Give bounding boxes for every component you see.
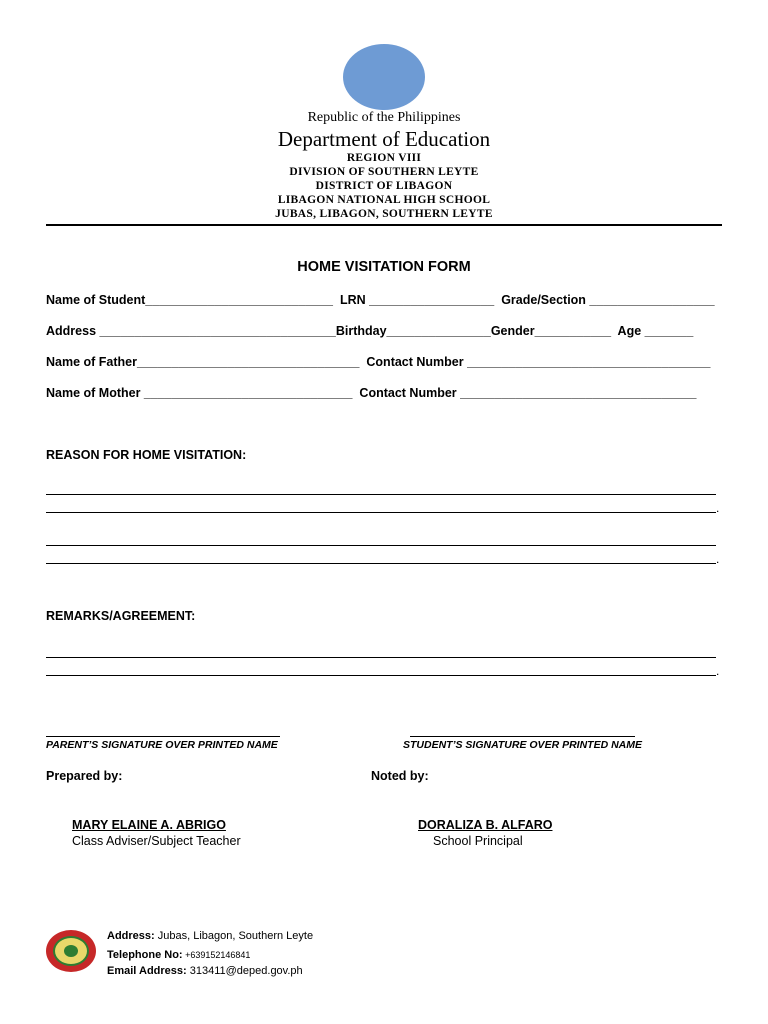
deped-logo [343,44,425,110]
prepared-by-label: Prepared by: [46,769,123,783]
student-info-row: Name of Student___________________________ LRN __________________ Grade/Section __________________ [46,293,715,307]
footer-address-label: Address: [107,930,155,942]
form-title: HOME VISITATION FORM [297,259,471,275]
school-text: LIBAGON NATIONAL HIGH SCHOOL [277,194,491,206]
line-end-period: . [716,552,720,566]
parent-signature-line [46,736,280,737]
mother-row: Name of Mother ______________________________ Contact Number __________________________________ [46,386,697,400]
department-title: Department of Education [277,127,491,151]
remarks-label: REMARKS/AGREEMENT: [46,609,196,623]
noted-by-label: Noted by: [371,769,429,783]
remarks-line [46,657,716,658]
header-divider [46,224,722,226]
remarks-line [46,675,716,676]
footer-email-value: 313411@deped.gov.ph [186,965,303,977]
line-end-period: . [716,501,720,515]
footer-email-label: Email Address: [107,965,187,977]
adviser-role: Class Adviser/Subject Teacher [72,834,241,848]
republic-text: Republic of the Philippines [307,110,461,125]
reason-line [46,545,716,546]
district-text: DISTRICT OF LIBAGON [315,180,453,192]
father-row: Name of Father________________________________ Contact Number ___________________________________ [46,355,711,369]
division-text: DIVISION OF SOUTHERN LEYTE [289,166,479,178]
adviser-name: MARY ELAINE A. ABRIGO [72,818,226,832]
principal-role: School Principal [433,834,523,848]
principal-name: DORALIZA B. ALFARO [418,818,553,832]
footer-address [107,930,313,942]
student-signature-line [410,736,635,737]
footer-telephone [107,949,250,961]
student-signature-caption: STUDENT’S SIGNATURE OVER PRINTED NAME [403,739,642,751]
footer-telephone-label: Telephone No: [107,949,183,961]
school-seal-logo [46,930,96,972]
footer-address-value: Jubas, Libagon, Southern Leyte [154,930,314,942]
line-end-period: . [716,664,720,678]
region-text: REGION VIII [346,152,422,164]
address-row: Address __________________________________Birthday_______________Gender___________ Age _______ [46,324,694,338]
school-seal-core [64,945,78,957]
reason-line [46,512,716,513]
school-seal-inner [53,936,89,966]
reason-line [46,494,716,495]
parent-signature-caption: PARENT’S SIGNATURE OVER PRINTED NAME [46,739,278,751]
reason-label: REASON FOR HOME VISITATION: [46,448,247,462]
footer-telephone-value: +639152146841 [182,950,251,960]
reason-line [46,563,716,564]
school-address-text: JUBAS, LIBAGON, SOUTHERN LEYTE [275,208,493,220]
footer-email [107,965,303,977]
